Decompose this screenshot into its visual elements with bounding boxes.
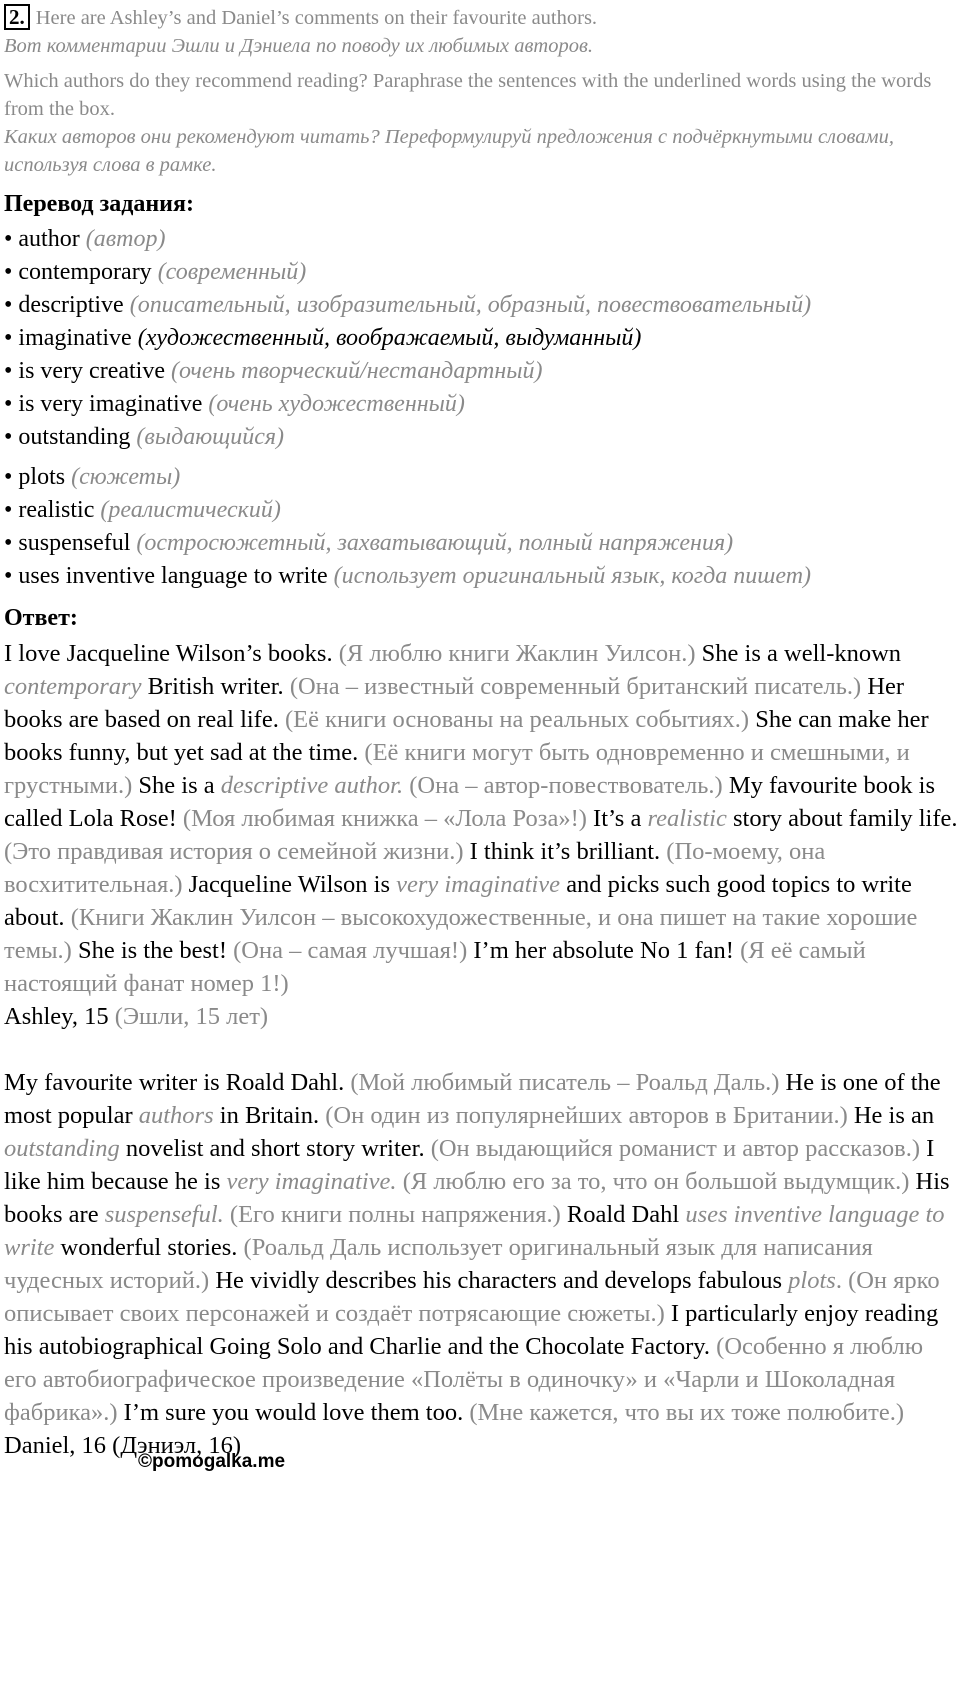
list-item: • descriptive (описательный, изобразительный, образный, повествовательный) xyxy=(4,292,812,318)
list-item: • contemporary (современный) xyxy=(4,259,307,285)
list-item: • is very imaginative (очень художественный) xyxy=(4,391,465,417)
list-item: • imaginative (художественный, воображаемый, выдуманный) xyxy=(4,325,642,351)
answer-heading: Ответ: xyxy=(4,605,78,631)
watermark: ©pomogalka.me xyxy=(138,1451,286,1472)
task-line-1-ru: Вот комментарии Эшли и Дэниела по поводу их любимых авторов. xyxy=(4,35,593,57)
task-line-1-en: 2. Here are Ashley’s and Daniel’s comments on their favourite authors. xyxy=(4,4,960,32)
list-item: • outstanding (выдающийся) xyxy=(4,424,285,450)
daniel-comment: My favourite writer is Roald Dahl. (Мой любимый писатель – Роальд Даль.) He is one of the most popular authors in Britain. (Он один из популярнейших авторов в Британии.) He is an outstanding novelist and short story writer. (Он выдающийся романист и автор рассказов.) I like him because he is very imaginative. (Я люблю его за то, что он большой выдумщик.) His books are suspenseful. (Его книги полны напряжения.) Roald Dahl uses inventive language to write wonderful stories. (Роальд Даль использует оригинальный язык для написания чудесных историй.) He vividly describes his characters and develops fabulous plots. (Он ярко описывает своих персонажей и создаёт потрясающие сюжеты.) I particularly enjoy reading his autobiographical Going Solo and Charlie and the Chocolate Factory. (Особенно я люблю его автобиографическое произведение «Полёты в одиночку» и «Чарли и Шоколадная фабрика».) I’m sure you would love them too. (Мне кажется, что вы их тоже полюбите.) xyxy=(4,1069,950,1426)
word-list xyxy=(4,223,960,593)
list-item: • plots (сюжеты) xyxy=(4,464,181,490)
ashley-signature: Ashley, 15 (Эшли, 15 лет) xyxy=(4,1003,269,1030)
daniel-signature: Daniel, 16 (Дэниэл, 16) xyxy=(4,1432,241,1459)
list-item: • uses inventive language to write (использует оригинальный язык, когда пишет) xyxy=(4,563,812,589)
translation-heading: Перевод задания: xyxy=(4,191,194,217)
list-item: • realistic (реалистический) xyxy=(4,497,281,523)
task-line-2-ru: Каких авторов они рекомендуют читать? Переформулируй предложения с подчёркнутыми словами, используя слова в рамке. xyxy=(4,126,894,176)
list-item: • is very creative (очень творческий/нестандартный) xyxy=(4,358,543,384)
ashley-comment: I love Jacqueline Wilson’s books. (Я люблю книги Жаклин Уилсон.) She is a well-known contemporary British writer. (Она – известный современный британский писатель.) Her books are based on real life. (Её книги основаны на реальных событиях.) She can make her books funny, but yet sad at the time. (Её книги могут быть одновременно и смешными, и грустными.) She is a descriptive author. (Она – автор-повествователь.) My favourite book is called Lola Rose! (Моя любимая книжка – «Лола Роза»!) It’s a realistic story about family life. (Это правдивая история о семейной жизни.) I think it’s brilliant. (По-моему, она восхитительная.) Jacqueline Wilson is very imaginative and picks such good topics to write about. (Книги Жаклин Уилсон – высокохудожественные, и она пишет на такие хорошие темы.) She is the best! (Она – самая лучшая!) I’m her absolute No 1 fan! (Я её самый настоящий фанат номер 1!) xyxy=(4,640,958,997)
list-item: • author (автор) xyxy=(4,226,166,252)
task-line-2-en: Which authors do they recommend reading? Paraphrase the sentences with the underlined words using the words from the box. xyxy=(4,70,932,120)
task-number: 2. xyxy=(4,4,30,30)
list-item: • suspenseful (остросюжетный, захватывающий, полный напряжения) xyxy=(4,530,734,556)
task-instructions xyxy=(4,4,960,179)
